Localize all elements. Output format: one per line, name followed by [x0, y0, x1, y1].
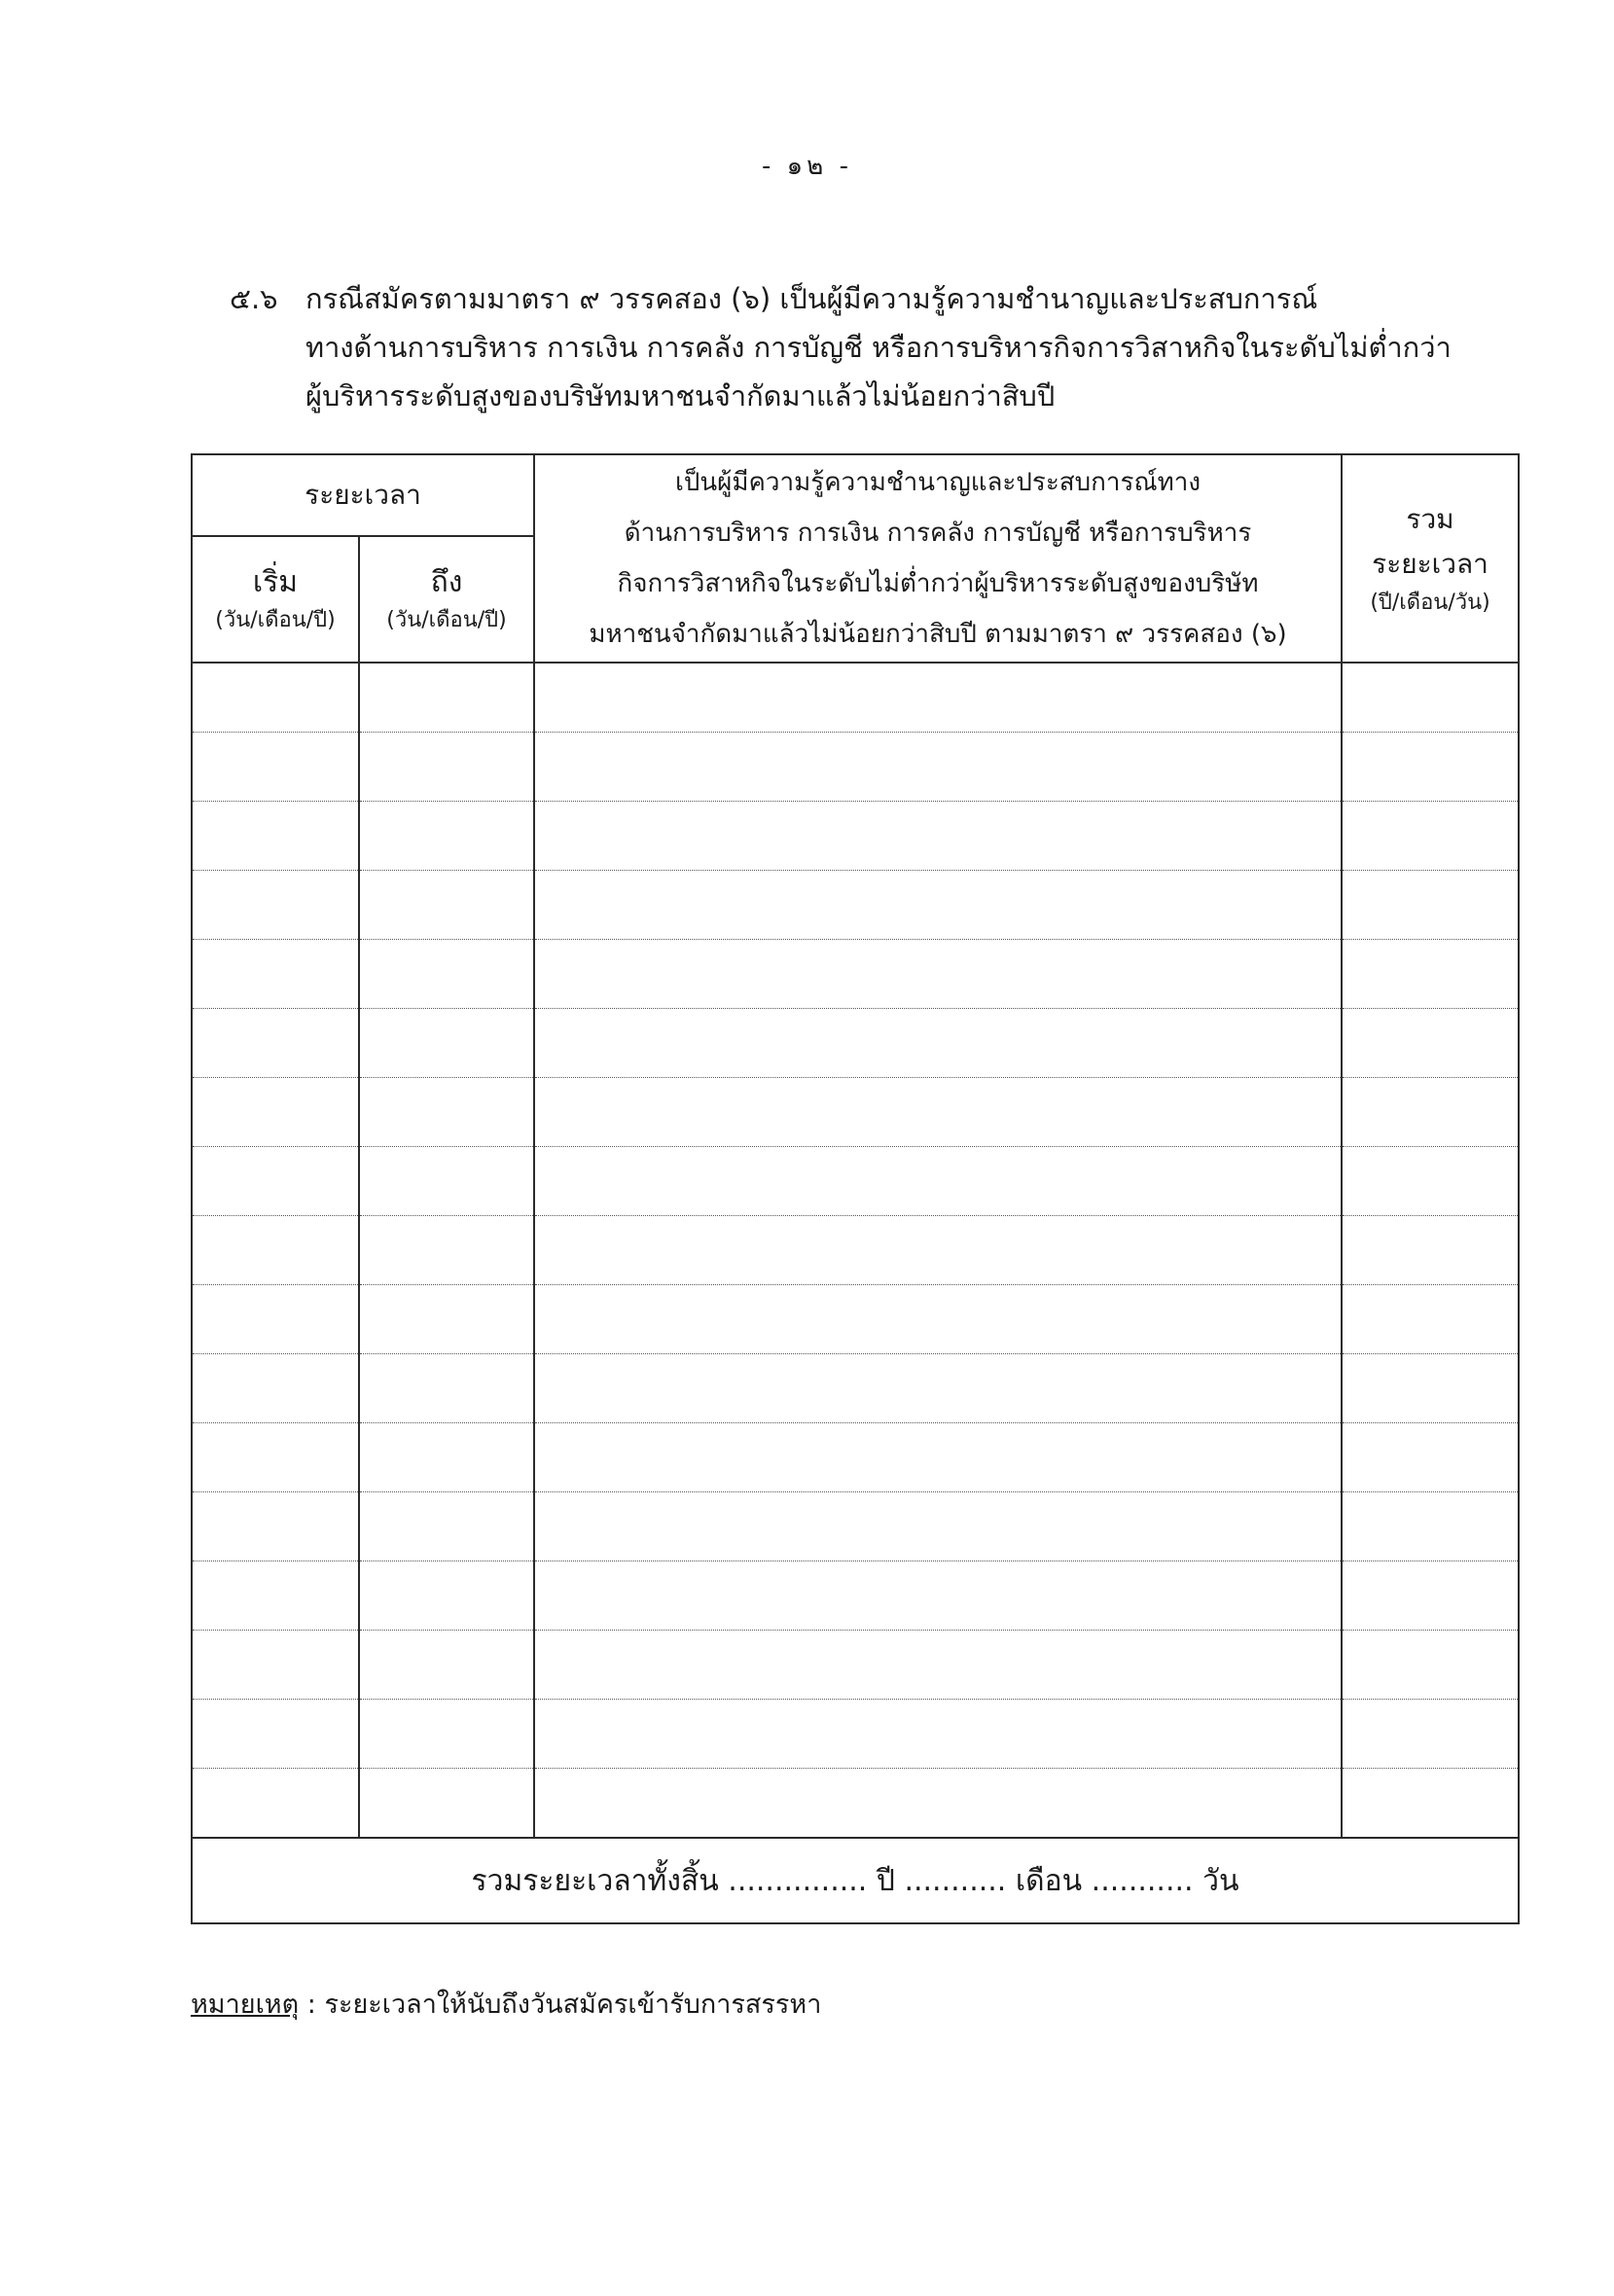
description-cell[interactable]: [534, 1492, 1342, 1561]
table-row: [192, 871, 1519, 940]
end-cell[interactable]: [359, 1216, 534, 1285]
table-row: [192, 1700, 1519, 1769]
description-cell[interactable]: [534, 1769, 1342, 1839]
table-row: [192, 1009, 1519, 1078]
start-cell[interactable]: [192, 1216, 359, 1285]
grand-total-row: รวมระยะเวลาทั้งสิ้น ............... ปี ........... เดือน ........... วัน: [192, 1838, 1519, 1923]
end-cell[interactable]: [359, 1769, 534, 1839]
table-row: [192, 1769, 1519, 1839]
table-row: [192, 663, 1519, 733]
end-cell[interactable]: [359, 871, 534, 940]
start-cell[interactable]: [192, 1631, 359, 1700]
description-cell[interactable]: [534, 663, 1342, 733]
total-cell[interactable]: [1342, 1561, 1519, 1631]
total-cell[interactable]: [1342, 1423, 1519, 1492]
footnote: [191, 1983, 821, 2025]
description-cell[interactable]: [534, 733, 1342, 802]
end-cell[interactable]: [359, 1492, 534, 1561]
description-cell[interactable]: [534, 1285, 1342, 1354]
total-cell[interactable]: [1342, 802, 1519, 871]
end-cell[interactable]: [359, 1078, 534, 1147]
description-cell[interactable]: [534, 802, 1342, 871]
start-cell[interactable]: [192, 1285, 359, 1354]
table-row: [192, 733, 1519, 802]
end-cell[interactable]: [359, 1285, 534, 1354]
table-row: [192, 1631, 1519, 1700]
section-text-1: กรณีสมัครตามมาตรา ๙ วรรคสอง (๖) เป็นผู้มีความรู้ความชำนาญและประสบการณ์: [305, 282, 1318, 315]
end-cell[interactable]: [359, 1631, 534, 1700]
description-cell[interactable]: [534, 1147, 1342, 1216]
end-header-label: ถึง: [430, 565, 463, 599]
total-cell[interactable]: [1342, 733, 1519, 802]
section-line-2: ทางด้านการบริหาร การเงิน การคลัง การบัญชี หรือการบริหารกิจการวิสาหกิจในระดับไม่ต่ำกว่า: [305, 331, 1452, 364]
table-row: [192, 1147, 1519, 1216]
end-cell[interactable]: [359, 1561, 534, 1631]
start-cell[interactable]: [192, 871, 359, 940]
table-row: [192, 1561, 1519, 1631]
section-line-3: ผู้บริหารระดับสูงของบริษัทมหาชนจำกัดมาแล้วไม่น้อยกว่าสิบปี: [305, 379, 1056, 413]
description-cell[interactable]: [534, 1423, 1342, 1492]
total-cell[interactable]: [1342, 1700, 1519, 1769]
table-row: [192, 1354, 1519, 1423]
footnote-text: ระยะเวลาให้นับถึงวันสมัครเข้ารับการสรรหา: [324, 1990, 822, 2020]
start-cell[interactable]: [192, 1700, 359, 1769]
description-cell[interactable]: [534, 871, 1342, 940]
end-header: [359, 536, 534, 663]
start-cell[interactable]: [192, 733, 359, 802]
table-row: [192, 1216, 1519, 1285]
table-row: [192, 940, 1519, 1009]
total-cell[interactable]: [1342, 1216, 1519, 1285]
start-cell[interactable]: [192, 1423, 359, 1492]
description-header: [534, 454, 1342, 663]
start-cell[interactable]: [192, 940, 359, 1009]
description-cell[interactable]: [534, 1561, 1342, 1631]
total-cell[interactable]: [1342, 1147, 1519, 1216]
total-cell[interactable]: [1342, 1631, 1519, 1700]
description-line-2: ด้านการบริหาร การเงิน การคลัง การบัญชี หรือการบริหาร: [624, 519, 1252, 548]
start-cell[interactable]: [192, 1492, 359, 1561]
total-cell[interactable]: [1342, 1078, 1519, 1147]
description-cell[interactable]: [534, 1700, 1342, 1769]
end-header-unit: (วัน/เดือน/ปี): [386, 608, 507, 632]
table-row: [192, 1078, 1519, 1147]
total-cell[interactable]: [1342, 1354, 1519, 1423]
total-cell[interactable]: [1342, 663, 1519, 733]
start-cell[interactable]: [192, 802, 359, 871]
period-header: ระยะเวลา: [192, 454, 534, 536]
table-row: [192, 802, 1519, 871]
end-cell[interactable]: [359, 663, 534, 733]
section-line-1: [230, 274, 1514, 323]
description-cell[interactable]: [534, 1216, 1342, 1285]
description-cell[interactable]: [534, 1009, 1342, 1078]
table-row: [192, 1285, 1519, 1354]
footnote-separator: :: [306, 1990, 316, 2020]
start-cell[interactable]: [192, 663, 359, 733]
end-cell[interactable]: [359, 1700, 534, 1769]
start-cell[interactable]: [192, 1769, 359, 1839]
start-cell[interactable]: [192, 1354, 359, 1423]
total-header-unit: (ปี/เดือน/วัน): [1370, 591, 1490, 615]
description-cell[interactable]: [534, 1078, 1342, 1147]
section-number: ๕.๖: [230, 282, 278, 315]
end-cell[interactable]: [359, 802, 534, 871]
start-cell[interactable]: [192, 1561, 359, 1631]
total-header-line-1: รวม: [1406, 503, 1454, 535]
start-header: [192, 536, 359, 663]
total-period-header: [1342, 454, 1519, 663]
end-cell[interactable]: [359, 1009, 534, 1078]
start-cell[interactable]: [192, 1009, 359, 1078]
footnote-label: หมายเหตุ: [191, 1990, 300, 2020]
total-header-line-2: ระยะเวลา: [1372, 548, 1488, 580]
description-line-3: กิจการวิสาหกิจในระดับไม่ต่ำกว่าผู้บริหารระดับสูงของบริษัท: [617, 569, 1259, 598]
description-cell[interactable]: [534, 1631, 1342, 1700]
start-cell[interactable]: [192, 1078, 359, 1147]
description-line-4: มหาชนจำกัดมาแล้วไม่น้อยกว่าสิบปี ตามมาตรา ๙ วรรคสอง (๖): [589, 620, 1287, 649]
page-number: - ๑๒ -: [762, 152, 852, 181]
start-header-label: เริ่ม: [252, 565, 299, 599]
section-heading: [230, 274, 1514, 420]
start-cell[interactable]: [192, 1147, 359, 1216]
total-cell[interactable]: [1342, 1769, 1519, 1839]
experience-table: [191, 453, 1520, 1924]
end-cell[interactable]: [359, 1354, 534, 1423]
end-cell[interactable]: [359, 1423, 534, 1492]
total-cell[interactable]: [1342, 1492, 1519, 1561]
table-row: [192, 1423, 1519, 1492]
total-cell[interactable]: [1342, 871, 1519, 940]
end-cell[interactable]: [359, 940, 534, 1009]
description-cell[interactable]: [534, 1354, 1342, 1423]
total-cell[interactable]: [1342, 1285, 1519, 1354]
start-header-unit: (วัน/เดือน/ปี): [215, 608, 336, 632]
total-cell[interactable]: [1342, 940, 1519, 1009]
end-cell[interactable]: [359, 733, 534, 802]
description-line-1: เป็นผู้มีความรู้ความชำนาญและประสบการณ์ทาง: [674, 468, 1202, 497]
table-row: [192, 1492, 1519, 1561]
total-cell[interactable]: [1342, 1009, 1519, 1078]
description-cell[interactable]: [534, 940, 1342, 1009]
end-cell[interactable]: [359, 1147, 534, 1216]
table-body: [192, 663, 1519, 1838]
